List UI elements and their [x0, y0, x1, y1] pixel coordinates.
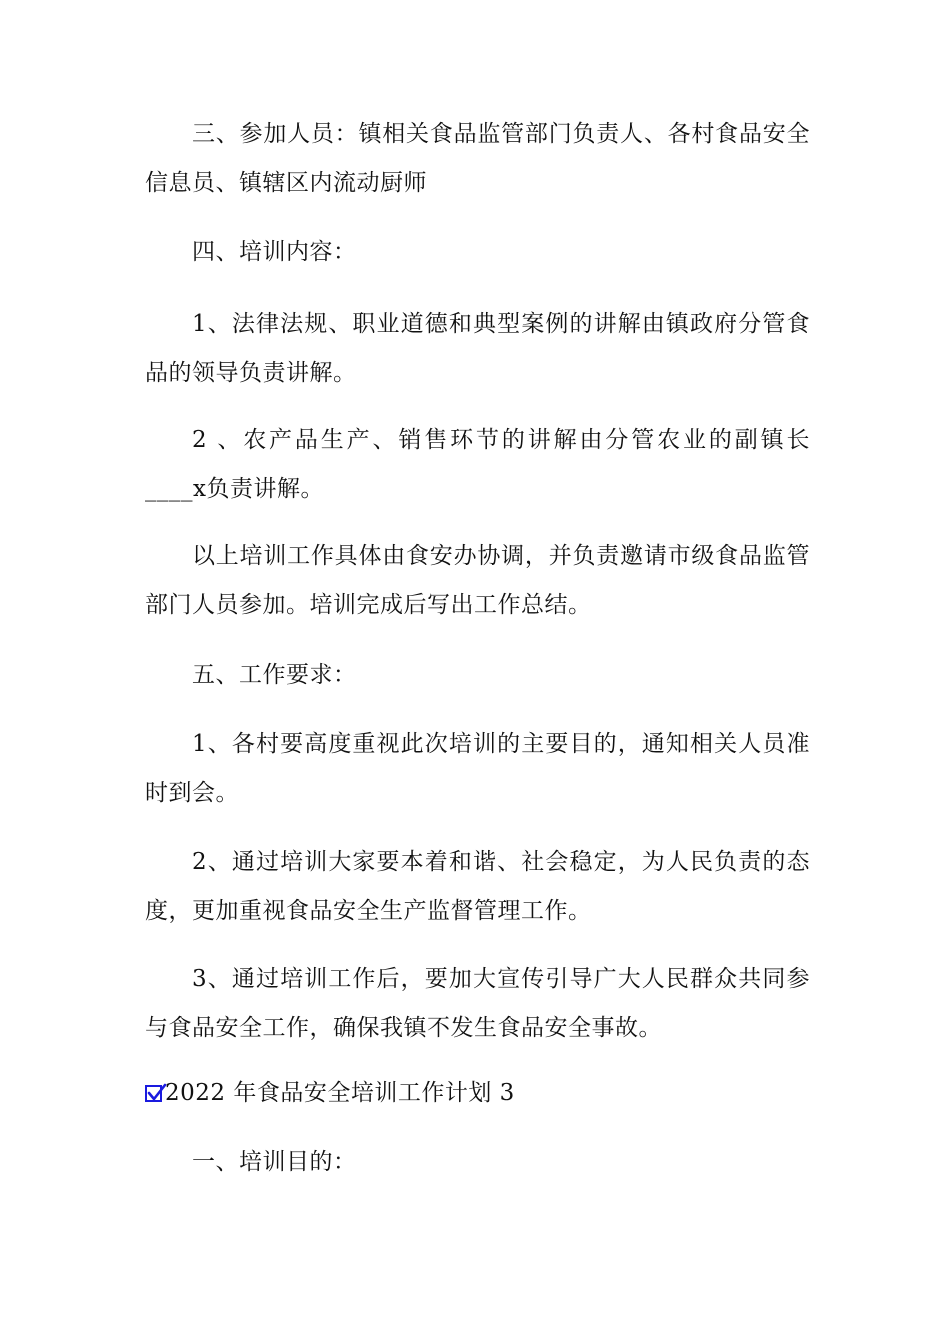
paragraph-requirements-heading: 五、工作要求： [192, 662, 357, 688]
paragraph-participants: 三、参加人员：镇相关食品监管部门负责人、各村食品安全信息员、镇辖区内流动厨师 [145, 121, 810, 196]
paragraph-training-purpose: 一、培训目的： [192, 1149, 357, 1175]
section-heading-text: 2022 年食品安全培训工作计划 3 [165, 1079, 515, 1106]
paragraph-coordination: 以上培训工作具体由食安办协调，并负责邀请市级食品监管部门人员参加。培训完成后写出工作总结。 [145, 543, 810, 618]
paragraph-content-item-1: 1、法律法规、职业道德和典型案例的讲解由镇政府分管食品的领导负责讲解。 [145, 311, 810, 386]
paragraph-requirement-1: 1、各村要高度重视此次培训的主要目的，通知相关人员准时到会。 [145, 731, 810, 806]
paragraph-content-heading: 四、培训内容： [192, 239, 357, 265]
checkbox-checked-icon [145, 1085, 162, 1102]
paragraph-requirement-3: 3、通过培训工作后，要加大宣传引导广大人民群众共同参与食品安全工作，确保我镇不发生食品安全事故。 [145, 966, 810, 1041]
section-heading [145, 1070, 515, 1110]
paragraph-content-item-2: 2 、农产品生产、销售环节的讲解由分管农业的副镇长____x负责讲解。 [145, 427, 810, 502]
paragraph-requirement-2: 2、通过培训大家要本着和谐、社会稳定，为人民负责的态度，更加重视食品安全生产监督管理工作。 [145, 849, 810, 924]
